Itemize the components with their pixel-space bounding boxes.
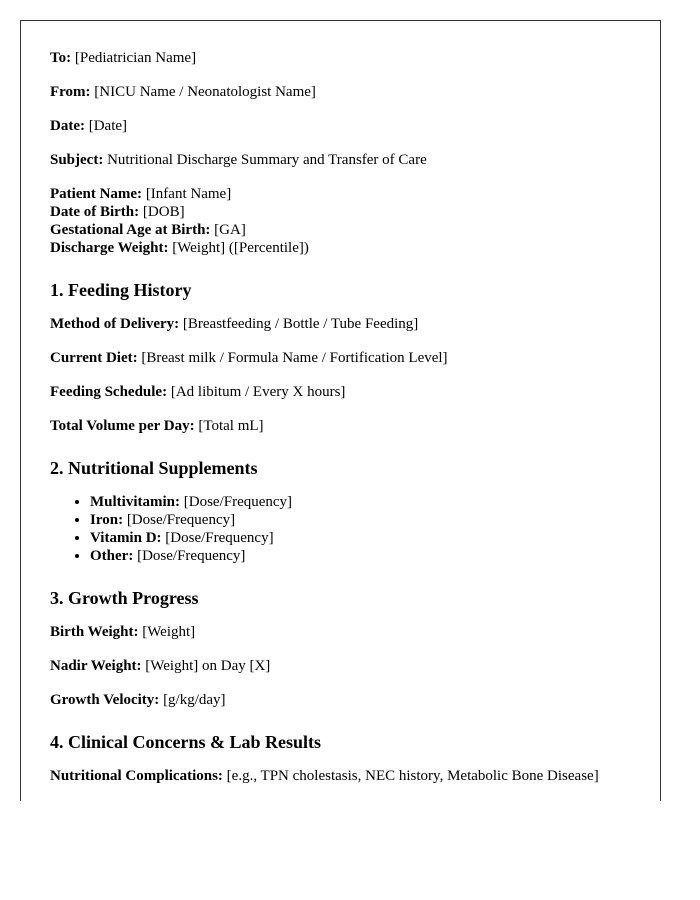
supplement-value: [Dose/Frequency] (126, 512, 236, 528)
to-label: To: (50, 50, 72, 66)
complications-label: Nutritional Complications: (50, 768, 223, 784)
supplement-value: [Dose/Frequency] (165, 530, 274, 546)
supplements-heading: 2. Nutritional Supplements (50, 458, 258, 478)
supplement-label: Other: (90, 548, 134, 564)
nadir-weight-value: [Weight] on Day [X] (145, 658, 271, 674)
schedule-label: Feeding Schedule: (50, 384, 168, 400)
growth-velocity-label: Growth Velocity: (50, 692, 160, 708)
supplement-label: Vitamin D: (90, 530, 162, 546)
dob-label: Date of Birth: (50, 204, 140, 220)
complications-value: [e.g., TPN cholestasis, NEC history, Metabolic Bone Disease] (226, 768, 599, 784)
ga-value: [GA] (214, 222, 246, 238)
subject-label: Subject: (50, 152, 104, 168)
date-value: [Date] (88, 118, 128, 134)
volume-line (50, 417, 640, 435)
diet-label: Current Diet: (50, 350, 138, 366)
supplement-label: Iron: (90, 512, 124, 528)
to-line (50, 49, 640, 67)
schedule-value: [Ad libitum / Every X hours] (170, 384, 346, 400)
list-item (90, 547, 640, 565)
date-line (50, 117, 640, 135)
subject-value: Nutritional Discharge Summary and Transfer of Care (107, 152, 427, 168)
document-page (20, 20, 661, 801)
list-item (90, 511, 640, 529)
patient-name-line (50, 185, 640, 203)
list-item (90, 493, 640, 511)
volume-value: [Total mL] (198, 418, 264, 434)
discharge-weight-line (50, 239, 640, 257)
growth-velocity-value: [g/kg/day] (163, 692, 226, 708)
from-line (50, 83, 640, 101)
diet-line (50, 349, 640, 367)
dob-line (50, 203, 640, 221)
patient-name-label: Patient Name: (50, 186, 143, 202)
patient-name-value: [Infant Name] (145, 186, 232, 202)
nadir-weight-line (50, 657, 640, 675)
feeding-history-heading: 1. Feeding History (50, 280, 192, 300)
ga-label: Gestational Age at Birth: (50, 222, 211, 238)
discharge-weight-value: [Weight] ([Percentile]) (172, 240, 309, 256)
birth-weight-value: [Weight] (142, 624, 196, 640)
supplements-list (50, 493, 640, 565)
volume-label: Total Volume per Day: (50, 418, 195, 434)
supplement-value: [Dose/Frequency] (137, 548, 246, 564)
from-value: [NICU Name / Neonatologist Name] (94, 84, 316, 100)
method-value: [Breastfeeding / Bottle / Tube Feeding] (182, 316, 419, 332)
clinical-heading: 4. Clinical Concerns & Lab Results (50, 732, 322, 752)
growth-velocity-line (50, 691, 640, 709)
method-line (50, 315, 640, 333)
to-value: [Pediatrician Name] (74, 50, 197, 66)
list-item (90, 529, 640, 547)
supplement-label: Multivitamin: (90, 494, 180, 510)
date-label: Date: (50, 118, 85, 134)
diet-value: [Breast milk / Formula Name / Fortification Level] (141, 350, 448, 366)
ga-line (50, 221, 640, 239)
from-label: From: (50, 84, 91, 100)
method-label: Method of Delivery: (50, 316, 180, 332)
dob-value: [DOB] (142, 204, 185, 220)
birth-weight-line (50, 623, 640, 641)
supplement-value: [Dose/Frequency] (183, 494, 293, 510)
subject-line (50, 151, 640, 169)
patient-info (50, 185, 640, 257)
birth-weight-label: Birth Weight: (50, 624, 139, 640)
nadir-weight-label: Nadir Weight: (50, 658, 142, 674)
complications-line (50, 767, 640, 785)
discharge-weight-label: Discharge Weight: (50, 240, 169, 256)
growth-heading: 3. Growth Progress (50, 588, 199, 608)
letter-body (50, 49, 640, 801)
schedule-line (50, 383, 640, 401)
